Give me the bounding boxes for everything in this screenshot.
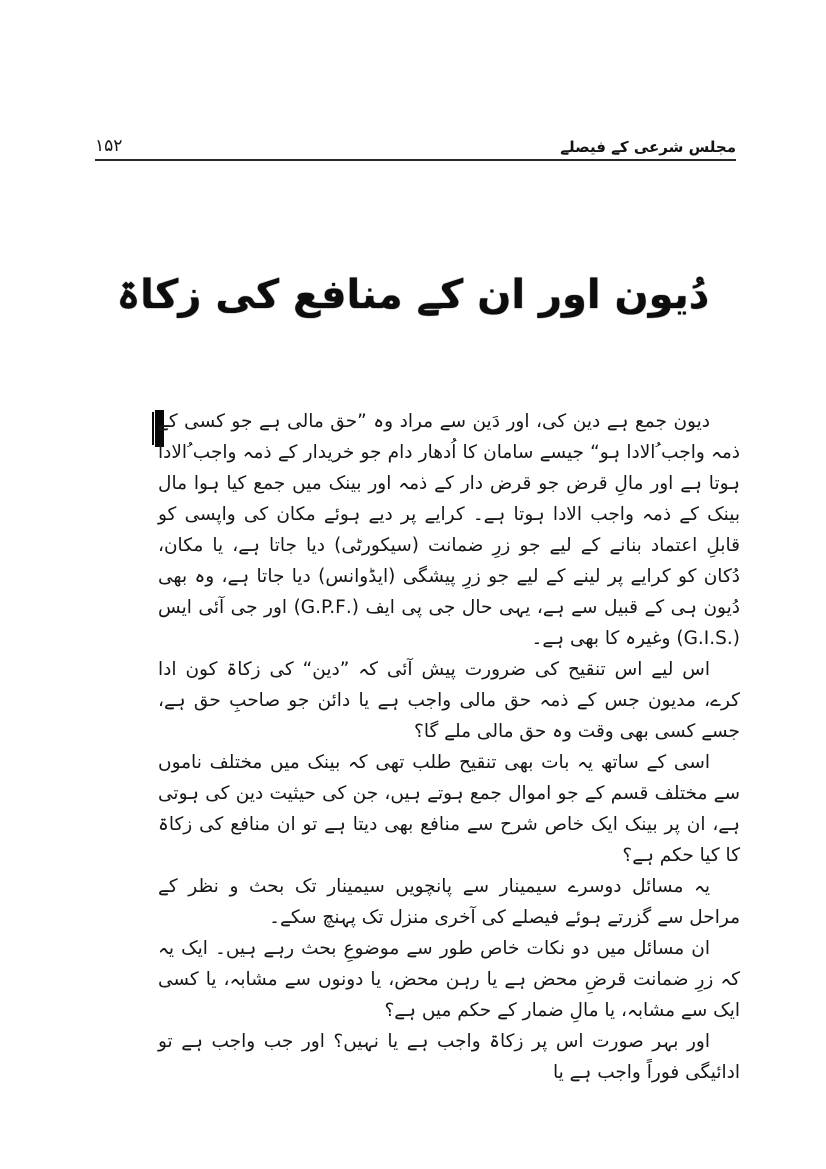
paragraph-3: اسی کے ساتھ یہ بات بھی تنقیح طلب تھی کہ بینک میں مختلف ناموں سے مختلف قسم کے جو اموال جمع ہوتے ہیں، جن کی حیثیت دین کی ہوتی ہے، ان پر بینک ایک خاص شرح سے منافع بھی دیتا ہے تو ان منافع کی زکاۃ کا کیا حکم ہے؟ bbox=[158, 752, 740, 866]
paragraph-2: اس لیے اس تنقیح کی ضرورت پیش آئی کہ ”دین“ کی زکاۃ کون ادا کرے، مدیون جس کے ذمہ حق مالی واجب ہے یا دائن جو صاحبِ حق ہے، جسے کسی بھی وقت وہ حق مالی ملے گا؟ bbox=[158, 659, 740, 742]
paragraph-6: اور بہر صورت اس پر زکاۃ واجب ہے یا نہیں؟ اور جب واجب ہے تو ادائیگی فوراً واجب ہے یا bbox=[158, 1031, 740, 1083]
body-text bbox=[158, 406, 740, 1088]
paragraph-4: یہ مسائل دوسرے سیمینار سے پانچویں سیمینار تک بحث و نظر کے مراحل سے گزرتے ہوئے فیصلے کی آخری منزل تک پہنچ سکے۔ bbox=[158, 876, 740, 928]
page-number: ۱۵۲ bbox=[95, 136, 123, 156]
paragraph-1: دیون جمع ہے دین کی، اور دَین سے مراد وہ ”حق مالی ہے جو کسی کے ذمہ واجب ُالادا ہو“ جیسے سامان کا اُدھار دام جو خریدار کے ذمہ واجب ُالادا ہوتا ہے اور مالِ قرض جو قرض دار کے ذمہ اور بینک میں جمع کیا ہوا مال بینک کے ذمہ واجب الادا ہوتا ہے۔ کرایے پر دیے ہوئے مکان کی واپسی کو قابلِ اعتماد بنانے کے لیے جو زرِ ضمانت (سیکورٹی) دیا جاتا ہے، یا مکان، دُکان کو کرایے پر لینے کے لیے جو زرِ پیشگی (ایڈوانس) دیا جاتا ہے، وہ بھی دُیون ہی کے قبیل سے ہے، یہی حال جی پی ایف (.G.P.F) اور جی آئی ایس (.G.I.S) وغیرہ کا بھی ہے۔ bbox=[158, 411, 740, 649]
chapter-title: دُیون اور ان کے منافع کی زکاۃ bbox=[116, 272, 710, 318]
paragraph-5: ان مسائل میں دو نکات خاص طور سے موضوعِ بحث رہے ہیں۔ ایک یہ کہ زرِ ضمانت قرضِ محض ہے یا رہن محض، یا دونوں سے مشابہ، یا کسی ایک سے مشابہ، یا مالِ ضمار کے حکم میں ہے؟ bbox=[158, 938, 740, 1021]
page-header bbox=[95, 136, 736, 161]
running-title: مجلس شرعی کے فیصلے bbox=[560, 138, 736, 156]
